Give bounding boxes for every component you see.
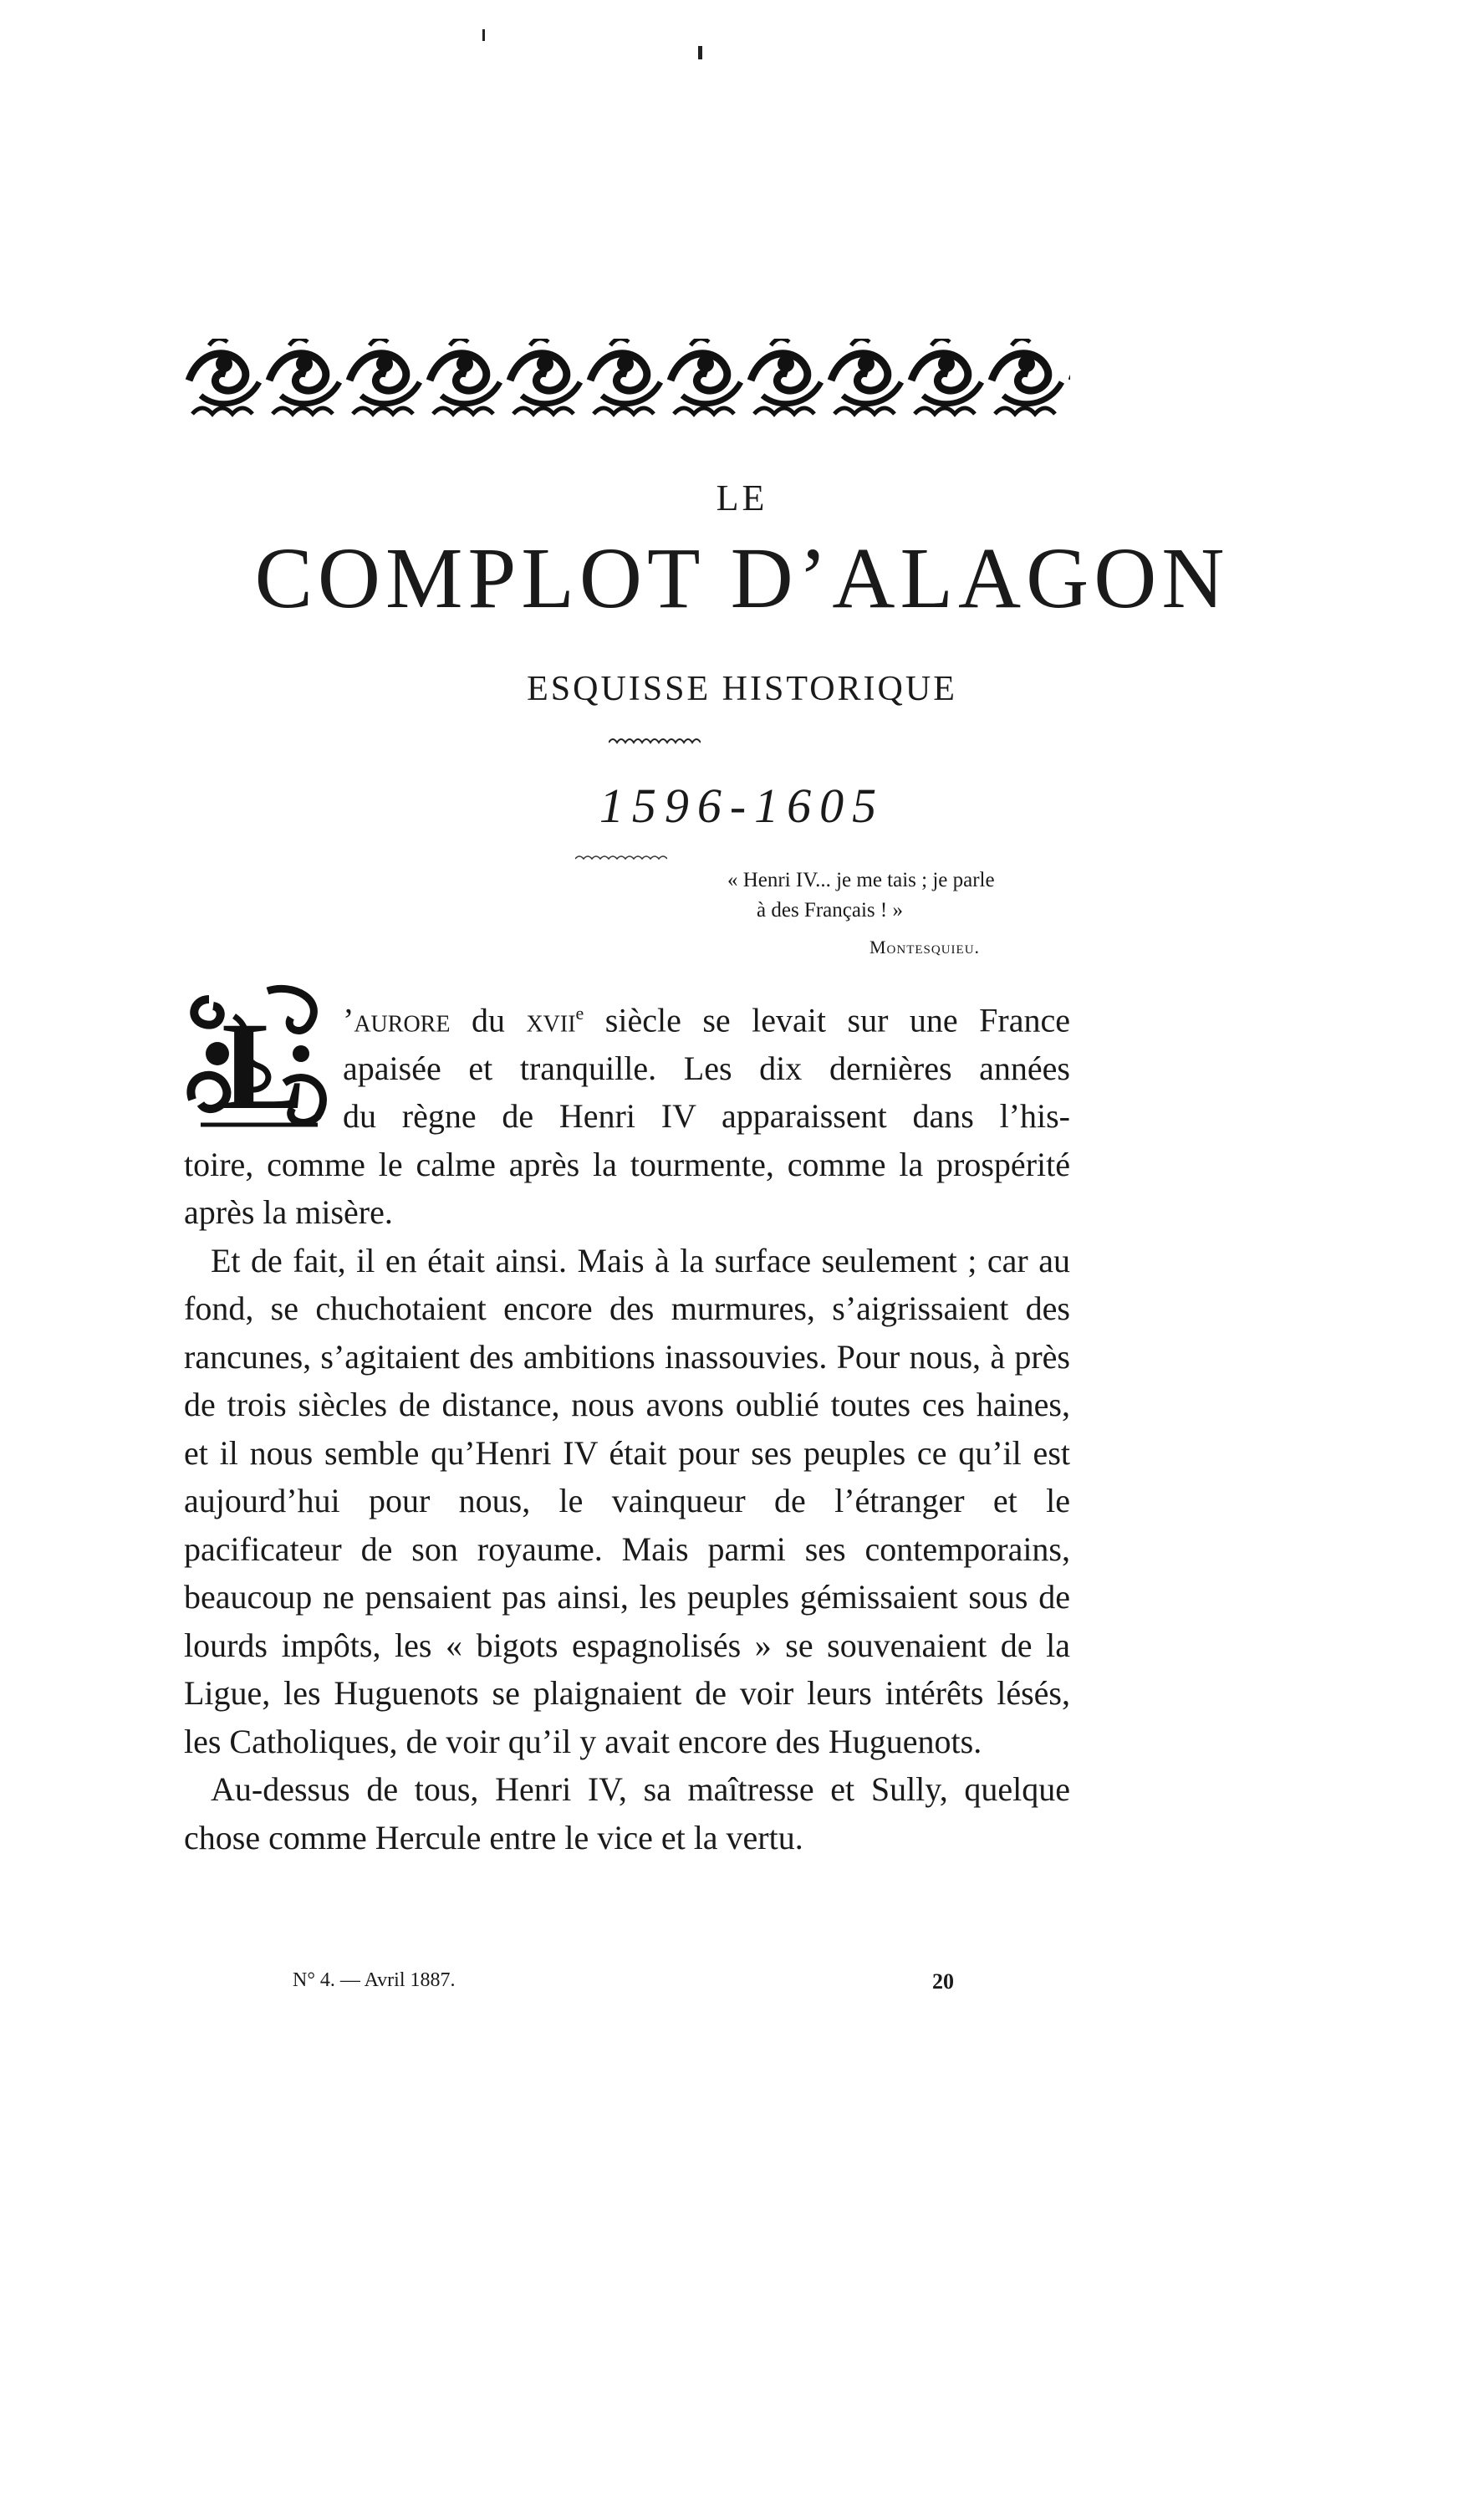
epigraph-line: « Henri IV... je me tais ; je parle	[727, 869, 995, 891]
text-line: apaisée et tranquille. Les dix dernières années	[343, 1049, 1070, 1087]
issue-info: N° 4. — Avril 1887.	[293, 1969, 456, 1991]
date-range: 1596-1605	[599, 779, 885, 833]
page-number: 20	[932, 1969, 954, 1994]
text-line: ’aurore du xvii$^e$ siècle se levait sur une France	[343, 1001, 1070, 1039]
subtitle: ESQUISSE HISTORIQUE	[527, 670, 957, 708]
ornament-band-icon	[184, 330, 1070, 422]
epigraph-line: à des Français ! »	[757, 899, 903, 922]
epigraph-author: Montesquieu.	[869, 937, 981, 957]
dropcap-letter: L	[221, 997, 306, 1133]
paragraph: Et de fait, il en était ainsi. Mais à la surface seulement ; car au fond, se chuchotaient encore des murmures, s’aigrissaient des rancunes, s’agitaient des ambitions inassouvies. Pour nous, à près de trois siècles de distance, nous avons oublié toutes ces haines, et il nous semble qu’Henri IV était pour ses peuples ce qu’il est aujourd’hui pour nous, le vainqueur de l’étranger et le pacificateur de son royaume. Mais parmi ses contemporains, beaucoup ne pensaient pas ainsi, les peuples gémissaient sous de lourds impôts, les « bigots espagnolisés » se souvenaient de la Ligue, les Huguenots se plaignaient de voir leurs intérêts lésés, les Catholiques, de voir qu’il y avait encore des Huguenots.	[184, 1241, 1070, 1760]
title-prefix: LE	[716, 477, 768, 518]
epigraph	[727, 866, 1079, 926]
scan-mark	[482, 29, 485, 41]
text-line: du règne de Henri IV apparaissent dans l’his-	[343, 1097, 1070, 1136]
page-title: COMPLOT D’ALAGON	[254, 530, 1230, 626]
wavy-rule-icon	[609, 736, 701, 748]
paragraph: Au-dessus de tous, Henri IV, sa maîtresse et Sully, quelque chose comme Hercule entre le vice et la vertu.	[184, 1770, 1070, 1856]
body-text	[184, 989, 1070, 1861]
scan-mark	[698, 46, 702, 59]
paragraph: toire, comme le calme après la tourmente, comme la prospérité après la misère.	[184, 1145, 1070, 1232]
wavy-rule-icon	[575, 853, 667, 863]
